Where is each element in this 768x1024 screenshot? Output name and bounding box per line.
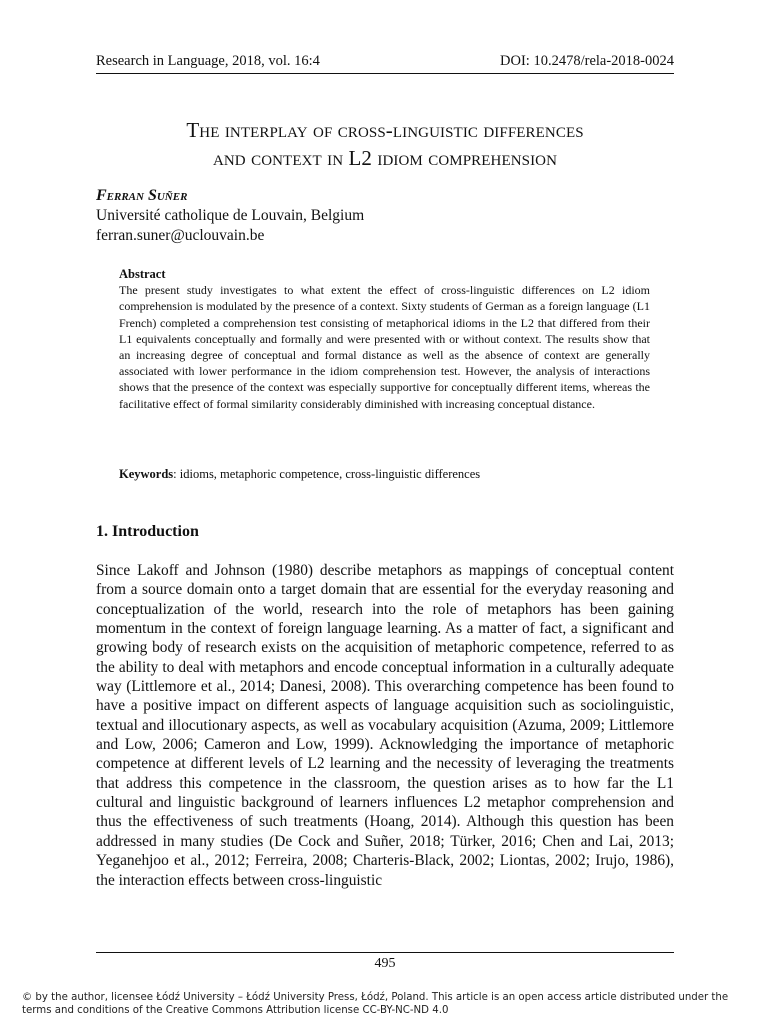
abstract-text: The present study investigates to what extent the effect of cross-linguistic differences on L2 idiom comprehension is modulated by the presence of a context. Sixty students of German as a foreign language (L1 French) completed a comprehension test consisting of metaphorical idioms in the L2 that differed from their L1 equivalents conceptually and formally and were presented with or without context. The results show that an increasing degree of conceptual and formal distance as well as the absence of context are generally associated with lower performance in the idiom comprehension test. However, the analysis of interactions shows that the presence of the context was especially supportive for conceptually different items, whereas the facilitative effect of formal similarity considerably diminished with increasing conceptual distance. (119, 283, 650, 411)
section-heading: 1. Introduction (96, 523, 199, 540)
article-title (96, 116, 674, 172)
body-paragraph: Since Lakoff and Johnson (1980) describe metaphors as mappings of conceptual content from a source domain onto a target domain that are essential for the everyday reasoning and conceptualization of the world, research into the role of metaphors has been gaining momentum in the context of foreign language learning. As a matter of fact, a significant and growing body of research exists on the acquisition of metaphoric competence, referred to as the ability to deal with metaphors and encode conceptual information in a culturally adequate way (Littlemore et al., 2014; Danesi, 2008). This overarching competence has been found to have a positive impact on different aspects of language acquisition such as sociolinguistic, textual and illocutionary aspects, as well as vocabulary acquisition (Azuma, 2009; Littlemore and Low, 2006; Cameron and Low, 1999). Acknowledging the importance of metaphoric competence at different levels of L2 learning and the necessity of leveraging the treatments that address this competence in the classroom, the question arises as to how far the L1 cultural and linguistic background of learners influences L2 metaphor comprehension and thus the effectiveness of such treatments (Hoang, 2014). Although this question has been addressed in many studies (De Cock and Suñer, 2018; Türker, 2016; Chen and Lai, 2013; Yeganehjoo et al., 2012; Ferreira, 2008; Charteris-Black, 2002; Liontas, 2002; Irujo, 1986), the interaction effects between cross-linguistic (96, 562, 674, 889)
author-affiliation: Université catholique de Louvain, Belgium (96, 207, 365, 224)
abstract (119, 266, 650, 412)
license-notice: © by the author, licensee Łódź University – Łódź University Press, Łódź, Poland. This article is an open access article distributed under the terms and conditions of the Creative Commons Attribution license CC-BY-NC-ND 4.0 (22, 992, 729, 1016)
author-email[interactable]: ferran.suner@uclouvain.be (96, 227, 265, 244)
footer-divider (96, 952, 674, 953)
author-block (96, 186, 674, 246)
title-line-1: The interplay of cross-linguistic differences (186, 118, 584, 142)
title-line-2: and context in L2 idiom comprehension (212, 146, 558, 170)
abstract-heading: Abstract (119, 267, 166, 281)
running-head (96, 52, 674, 74)
page-number: 495 (374, 956, 396, 971)
author-name: Ferran Suñer (96, 187, 188, 204)
journal-citation: Research in Language, 2018, vol. 16:4 (96, 53, 320, 69)
doi-link[interactable]: DOI: 10.2478/rela-2018-0024 (500, 53, 674, 69)
keywords (119, 466, 650, 482)
keywords-list: : idioms, metaphoric competence, cross-linguistic differences (173, 467, 481, 481)
keywords-label: Keywords (119, 467, 174, 481)
